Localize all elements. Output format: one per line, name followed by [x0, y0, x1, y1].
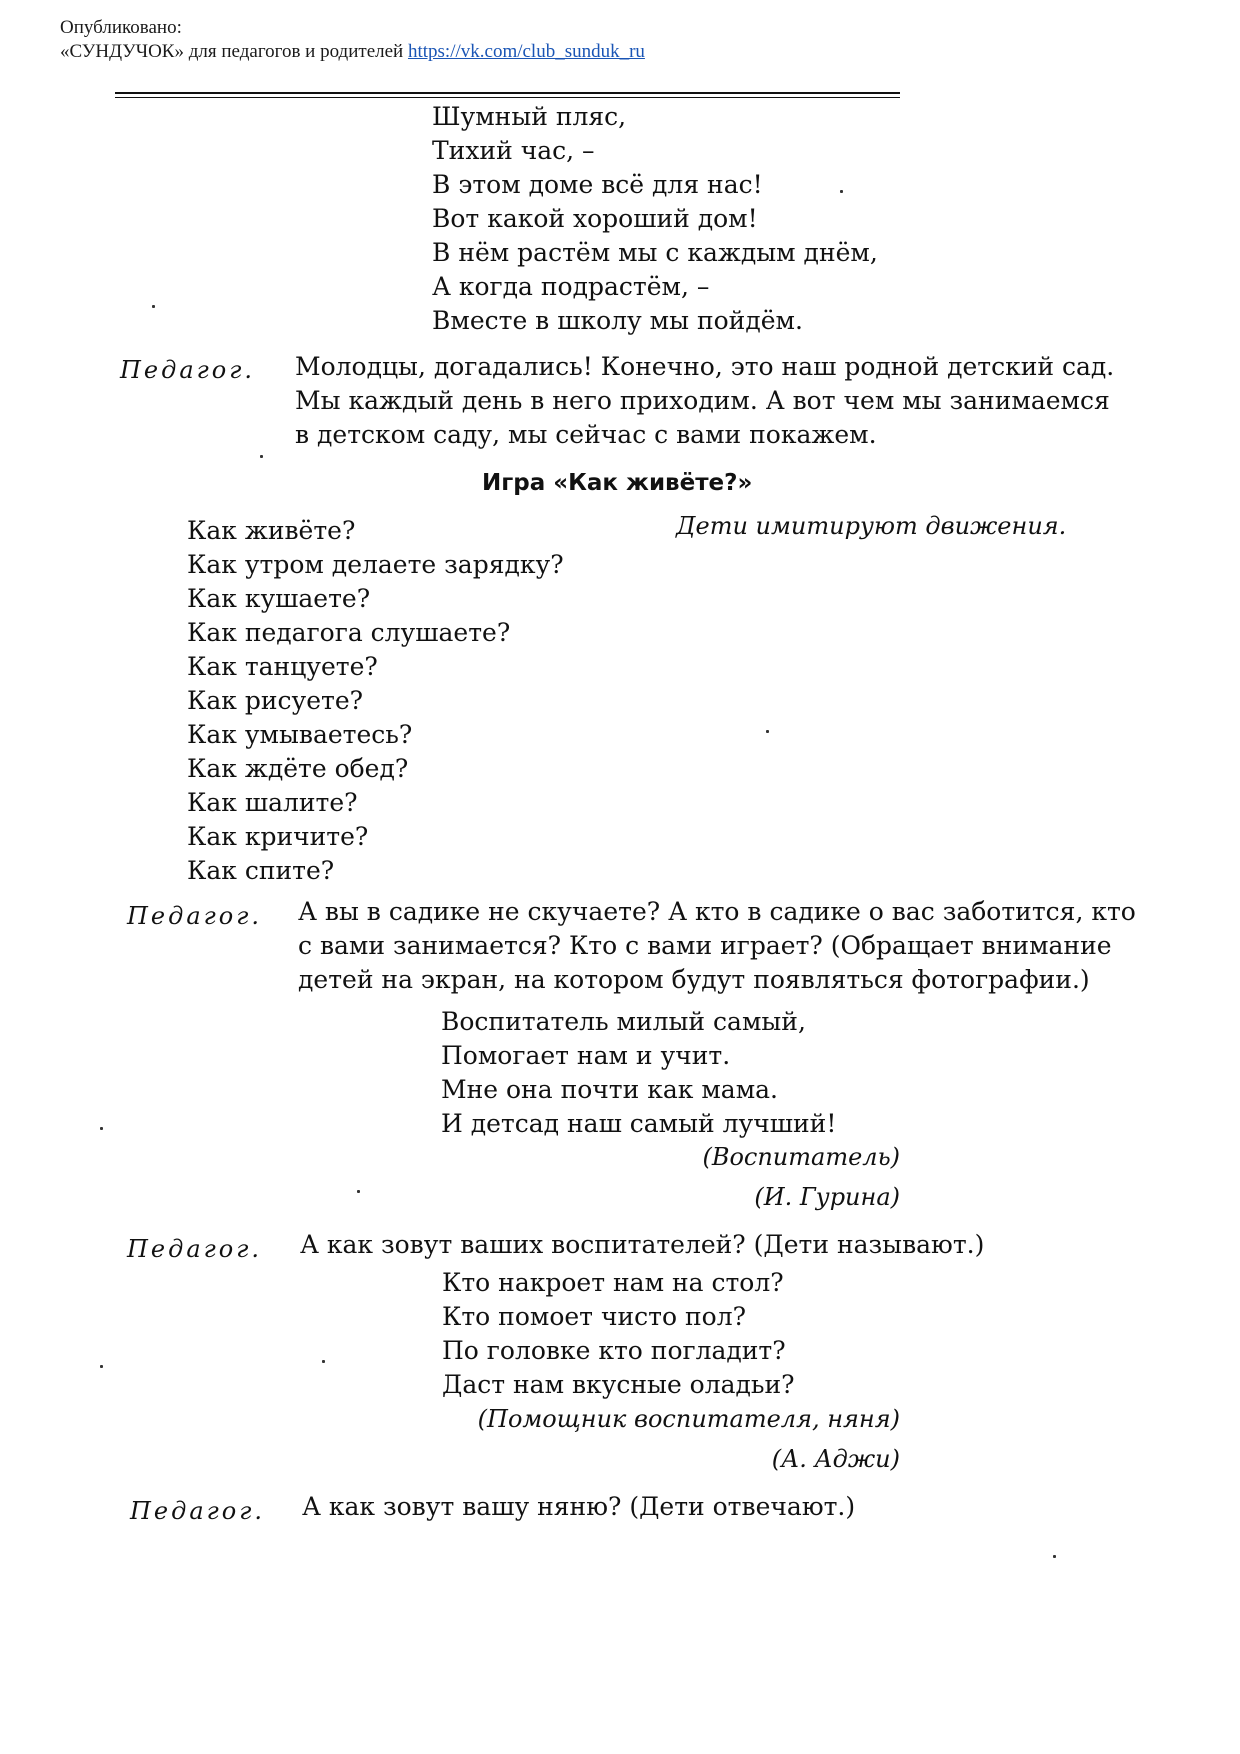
game-questions — [187, 514, 564, 888]
header-divider — [115, 92, 900, 94]
game-question: Как спите? — [187, 856, 335, 885]
scan-speck — [840, 190, 843, 193]
poem-3-line: Даст нам вкусные оладьи? — [442, 1370, 795, 1399]
scan-speck — [152, 305, 155, 308]
game-question: Как шалите? — [187, 788, 358, 817]
game-question: Как рисуете? — [187, 686, 364, 715]
speaker-label: Педагог. — [130, 1497, 265, 1525]
game-question: Как кричите? — [187, 822, 369, 851]
poem-3-author: (А. Аджи) — [771, 1445, 900, 1473]
header-divider-thin — [115, 97, 900, 98]
dialog-line: Молодцы, догадались! Конечно, это наш родной детский сад. — [295, 352, 1115, 381]
dialog-line: в детском саду, мы сейчас с вами покажем. — [295, 420, 877, 449]
dialog-line: Мы каждый день в него приходим. А вот чем мы занимаемся — [295, 386, 1110, 415]
source-name: «СУНДУЧОК» для педагогов и родителей — [60, 41, 404, 62]
poem-1 — [432, 100, 878, 338]
dialog-3-text: А как зовут ваших воспитателей? (Дети называют.) — [300, 1230, 985, 1259]
scan-speck — [100, 1127, 103, 1130]
poem-2-answer: (Воспитатель) — [702, 1143, 900, 1171]
dialog-2-text — [298, 895, 1136, 997]
poem-2-line: Воспитатель милый самый, — [441, 1007, 806, 1036]
poem-1-line: В этом доме всё для нас! — [432, 170, 763, 199]
speaker-label: Педагог. — [127, 902, 262, 930]
dialog-line: детей на экран, на котором будут появляться фотографии.) — [298, 965, 1090, 994]
poem-3 — [442, 1266, 795, 1402]
scan-speck — [357, 1190, 360, 1193]
dialog-4-text: А как зовут вашу няню? (Дети отвечают.) — [302, 1492, 856, 1521]
publication-header — [60, 16, 645, 64]
poem-1-line: Вот какой хороший дом! — [432, 204, 758, 233]
poem-2-line: Помогает нам и учит. — [441, 1041, 731, 1070]
poem-2-author: (И. Гурина) — [754, 1183, 900, 1211]
poem-1-line: Тихий час, – — [432, 136, 595, 165]
poem-1-line: А когда подрастём, – — [432, 272, 710, 301]
published-label: Опубликовано: — [60, 17, 182, 38]
speaker-label: Педагог. — [127, 1235, 262, 1263]
speaker-label: Педагог. — [120, 356, 255, 384]
source-link[interactable]: https://vk.com/club_sunduk_ru — [407, 41, 645, 62]
game-question: Как кушаете? — [187, 584, 371, 613]
dialog-line: А вы в садике не скучаете? А кто в садике о вас заботится, кто — [298, 897, 1136, 926]
game-title: Игра «Как живёте?» — [482, 470, 753, 496]
poem-3-line: Кто помоет чисто пол? — [442, 1302, 746, 1331]
game-question: Как ждёте обед? — [187, 754, 409, 783]
poem-2-line: И детсад наш самый лучший! — [441, 1109, 837, 1138]
scan-speck — [1053, 1555, 1056, 1558]
game-question: Как умываетесь? — [187, 720, 413, 749]
poem-3-line: Кто накроет нам на стол? — [442, 1268, 784, 1297]
dialog-1-text — [295, 350, 1114, 452]
scan-speck — [322, 1360, 325, 1363]
poem-1-line: Шумный пляс, — [432, 102, 627, 131]
poem-1-line: Вместе в школу мы пойдём. — [432, 306, 803, 335]
game-question: Как утром делаете зарядку? — [187, 550, 564, 579]
game-question: Как педагога слушаете? — [187, 618, 511, 647]
scan-speck — [766, 730, 769, 733]
source-line — [60, 40, 645, 64]
scan-speck — [260, 455, 263, 458]
game-question: Как танцуете? — [187, 652, 378, 681]
poem-2 — [441, 1005, 836, 1141]
scan-speck — [100, 1365, 103, 1368]
dialog-line: с вами занимается? Кто с вами играет? (Обращает внимание — [298, 931, 1112, 960]
game-note: Дети имитируют движения. — [676, 512, 1067, 540]
poem-1-line: В нём растём мы с каждым днём, — [432, 238, 878, 267]
poem-3-line: По головке кто погладит? — [442, 1336, 786, 1365]
game-question: Как живёте? — [187, 516, 356, 545]
poem-2-line: Мне она почти как мама. — [441, 1075, 778, 1104]
poem-3-answer: (Помощник воспитателя, няня) — [477, 1405, 900, 1433]
